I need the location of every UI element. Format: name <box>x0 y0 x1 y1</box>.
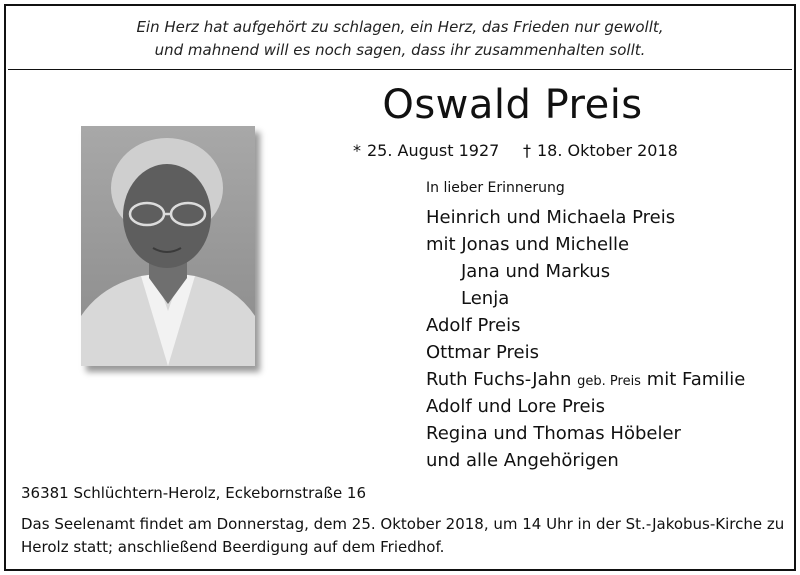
mourner-line: Regina und Thomas Höbeler <box>426 423 681 444</box>
mourner-line: Heinrich und Michaela Preis <box>426 207 676 228</box>
ruth-suffix: mit Familie <box>646 369 746 390</box>
birth-name-note: geb. Preis <box>577 374 641 389</box>
mourners-list <box>426 204 745 474</box>
death-date-value: 18. Oktober 2018 <box>537 141 678 160</box>
verse-line-1: Ein Herz hat aufgehört zu schlagen, ein Herz, das Frieden nur gewollt, <box>136 18 664 36</box>
cross-symbol: † <box>523 141 531 160</box>
service-line-2: Herolz statt; anschließend Beerdigung auf dem Friedhof. <box>21 538 445 556</box>
birth-symbol: * <box>353 141 361 160</box>
mourner-line: Adolf Preis <box>426 315 521 336</box>
mourner-line: und alle Angehörigen <box>426 450 619 471</box>
deceased-name: Oswald Preis <box>382 82 643 128</box>
divider-line <box>8 69 792 70</box>
memorial-verse <box>0 16 800 62</box>
service-notice <box>21 513 791 559</box>
birth-date <box>353 140 499 162</box>
intro-text: In lieber Erinnerung <box>426 180 565 196</box>
mourner-line: Adolf und Lore Preis <box>426 396 605 417</box>
verse-line-2: und mahnend will es noch sagen, dass ihr zusammenhalten sollt. <box>154 41 646 59</box>
mourner-line: Ottmar Preis <box>426 342 539 363</box>
mourner-line-ruth <box>426 366 745 393</box>
death-date <box>523 140 678 162</box>
mourner-line: Jana und Markus <box>461 261 611 282</box>
mourner-line: Lenja <box>461 288 510 309</box>
portrait-photo <box>81 126 255 366</box>
ruth-name: Ruth Fuchs-Jahn <box>426 369 572 390</box>
address: 36381 Schlüchtern-Herolz, Eckebornstraße 16 <box>21 484 367 502</box>
service-line-1: Das Seelenamt findet am Donnerstag, dem 25. Oktober 2018, um 14 Uhr in der St.-Jakobus-Kirche zu <box>21 515 785 533</box>
mourner-line: mit Jonas und Michelle <box>426 234 630 255</box>
birth-date-value: 25. August 1927 <box>367 141 500 160</box>
